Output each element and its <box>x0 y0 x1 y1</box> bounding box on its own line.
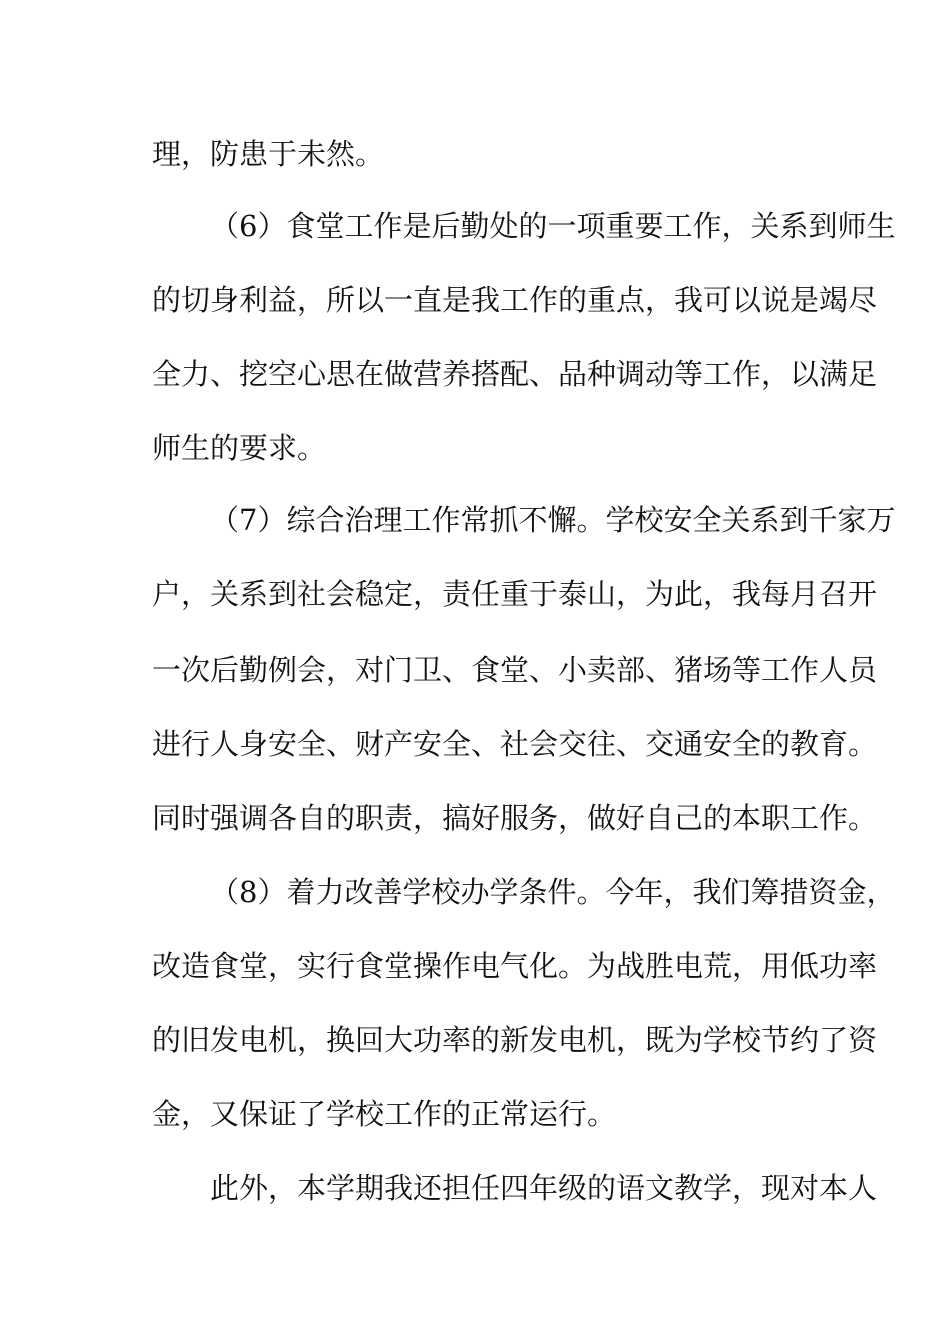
text-line: 户，关系到社会稳定，责任重于泰山，为此，我每月召开 <box>152 577 878 611</box>
paragraph-6-start: （6）食堂工作是后勤处的一项重要工作，关系到师生 <box>210 209 896 243</box>
text-line: 理，防患于未然。 <box>152 137 385 171</box>
text-line: 同时强调各自的职责，搞好服务，做好自己的本职工作。 <box>152 801 878 835</box>
text-line: 改造食堂，实行食堂操作电气化。为战胜电荒，用低功率 <box>152 949 878 983</box>
text-line: 的切身利益，所以一直是我工作的重点，我可以说是竭尽 <box>152 283 878 317</box>
paragraph-addition-start: 此外，本学期我还担任四年级的语文教学，现对本人 <box>210 1171 878 1205</box>
paragraph-8-start: （8）着力改善学校办学条件。今年，我们筹措资金， <box>210 875 896 909</box>
paragraph-7-start: （7）综合治理工作常抓不懈。学校安全关系到千家万 <box>210 503 896 537</box>
text-line: 金，又保证了学校工作的正常运行。 <box>152 1097 617 1131</box>
text-line: 的旧发电机，换回大功率的新发电机，既为学校节约了资 <box>152 1023 878 1057</box>
text-line: 师生的要求。 <box>152 431 327 465</box>
text-line: 进行人身安全、财产安全、社会交往、交通安全的教育。 <box>152 727 878 761</box>
text-line: 全力、挖空心思在做营养搭配、品种调动等工作，以满足 <box>152 357 878 391</box>
text-line: 一次后勤例会，对门卫、食堂、小卖部、猪场等工作人员 <box>152 653 878 687</box>
